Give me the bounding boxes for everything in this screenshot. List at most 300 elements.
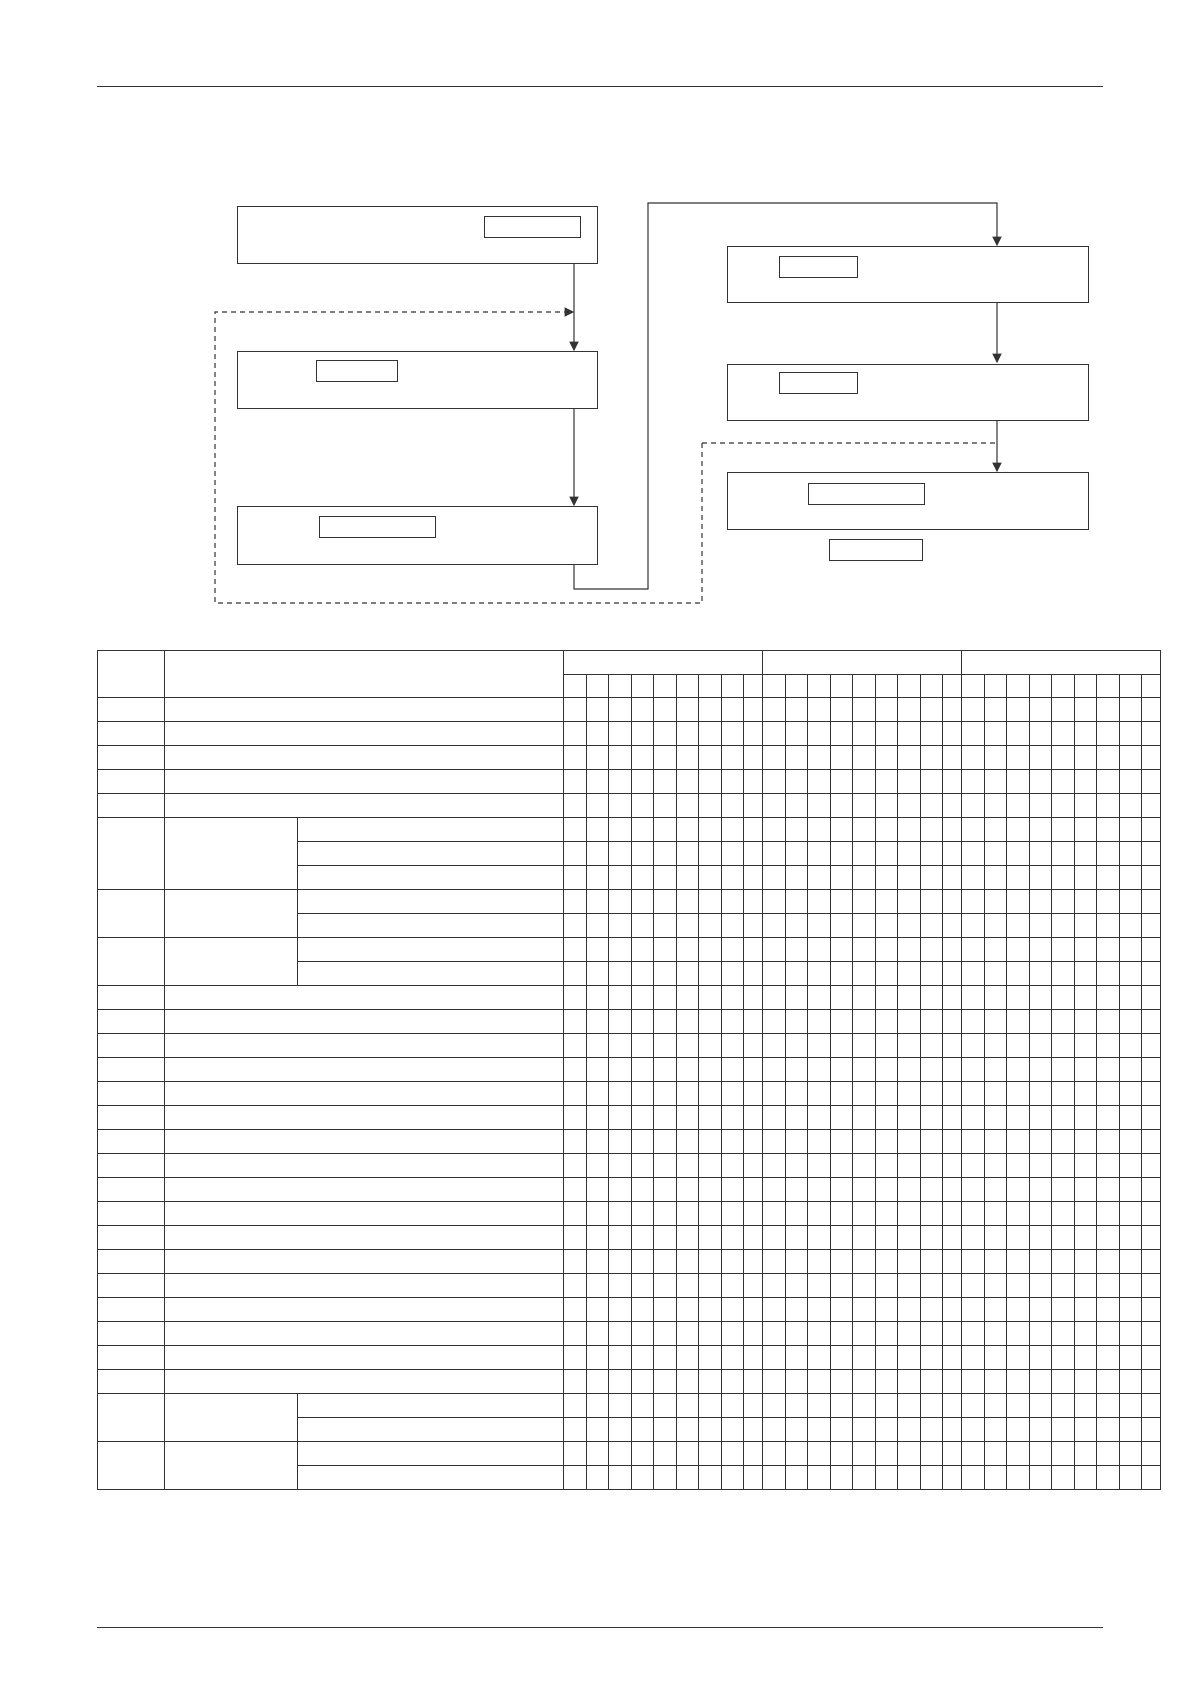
check-cell [654, 842, 677, 866]
check-cell [984, 890, 1007, 914]
check-cell [609, 1370, 632, 1394]
check-cell [1119, 1106, 1142, 1130]
check-cell [1119, 1442, 1142, 1466]
check-cell [1052, 1010, 1075, 1034]
check-cell [654, 746, 677, 770]
check-cell [1029, 1082, 1052, 1106]
check-cell [830, 986, 853, 1010]
check-cell [1074, 1010, 1097, 1034]
check-cell [808, 1418, 831, 1442]
check-cell [676, 818, 699, 842]
check-cell [875, 1202, 898, 1226]
check-cell [943, 962, 962, 986]
check-cell [898, 1298, 921, 1322]
check-cell [785, 866, 808, 890]
check-cell [1007, 1058, 1030, 1082]
check-cell [586, 746, 609, 770]
subheader-cell [676, 675, 699, 698]
table-row [98, 770, 1161, 794]
check-cell [1097, 1226, 1120, 1250]
flow-field-step-2 [316, 360, 398, 382]
check-cell [1097, 1178, 1120, 1202]
check-cell [984, 1058, 1007, 1082]
footer-rule [97, 1627, 1103, 1628]
check-cell [744, 1322, 763, 1346]
check-cell [744, 1106, 763, 1130]
check-cell [984, 1154, 1007, 1178]
check-cell [721, 1298, 744, 1322]
check-cell [920, 1370, 943, 1394]
check-cell [1007, 1010, 1030, 1034]
check-cell [962, 1034, 985, 1058]
check-cell [654, 962, 677, 986]
flow-field-step-1 [484, 216, 581, 238]
check-cell [962, 746, 985, 770]
check-cell [1142, 1250, 1161, 1274]
check-cell [875, 1082, 898, 1106]
check-cell [676, 1250, 699, 1274]
check-cell [875, 890, 898, 914]
check-cell [1119, 1058, 1142, 1082]
check-cell [631, 1346, 654, 1370]
check-cell [1029, 1154, 1052, 1178]
check-cell [1119, 938, 1142, 962]
check-cell [1074, 794, 1097, 818]
check-cell [962, 1418, 985, 1442]
check-cell [984, 986, 1007, 1010]
check-cell [920, 1178, 943, 1202]
check-cell [586, 986, 609, 1010]
check-cell [1074, 770, 1097, 794]
check-cell [943, 1082, 962, 1106]
check-cell [1029, 1298, 1052, 1322]
cell-no [98, 1274, 165, 1298]
subheader-cell [609, 675, 632, 698]
check-cell [962, 914, 985, 938]
check-cell [830, 866, 853, 890]
check-cell [785, 1442, 808, 1466]
check-cell [962, 866, 985, 890]
check-cell [631, 1034, 654, 1058]
check-cell [875, 1274, 898, 1298]
check-cell [721, 1202, 744, 1226]
check-cell [898, 1082, 921, 1106]
subheader-cell [1052, 675, 1075, 698]
check-cell [1074, 698, 1097, 722]
check-cell [763, 1346, 786, 1370]
check-cell [564, 1418, 587, 1442]
check-cell [721, 962, 744, 986]
cell-item [165, 890, 298, 938]
check-cell [699, 1394, 722, 1418]
check-cell [962, 722, 985, 746]
check-cell [943, 1322, 962, 1346]
check-cell [1052, 1130, 1075, 1154]
subheader-cell [785, 675, 808, 698]
check-cell [830, 1250, 853, 1274]
check-cell [1052, 1418, 1075, 1442]
check-cell [609, 1082, 632, 1106]
cell-item [165, 1394, 298, 1442]
check-cell [875, 866, 898, 890]
table-row [98, 1106, 1161, 1130]
check-cell [1097, 842, 1120, 866]
check-cell [962, 818, 985, 842]
check-cell [1119, 1202, 1142, 1226]
check-cell [631, 842, 654, 866]
cell-item [165, 1154, 564, 1178]
check-cell [875, 1226, 898, 1250]
cell-no [98, 722, 165, 746]
check-cell [962, 698, 985, 722]
check-cell [920, 986, 943, 1010]
check-cell [1142, 1346, 1161, 1370]
flow-field-step-4 [779, 256, 858, 278]
check-cell [898, 890, 921, 914]
check-cell [898, 794, 921, 818]
check-cell [920, 1154, 943, 1178]
check-cell [609, 1010, 632, 1034]
check-cell [984, 1418, 1007, 1442]
cell-item [165, 770, 564, 794]
check-cell [984, 1034, 1007, 1058]
check-cell [631, 866, 654, 890]
check-cell [1007, 794, 1030, 818]
check-cell [586, 1418, 609, 1442]
check-cell [875, 770, 898, 794]
check-cell [962, 1442, 985, 1466]
check-cell [943, 1298, 962, 1322]
cell-subitem [298, 1418, 564, 1442]
check-cell [744, 914, 763, 938]
check-cell [898, 1034, 921, 1058]
check-cell [699, 1298, 722, 1322]
cell-item [165, 1106, 564, 1130]
table-row [98, 1130, 1161, 1154]
check-cell [564, 1346, 587, 1370]
check-cell [763, 1250, 786, 1274]
check-cell [830, 1346, 853, 1370]
check-cell [564, 1394, 587, 1418]
check-cell [1097, 1154, 1120, 1178]
check-cell [586, 938, 609, 962]
check-cell [763, 1130, 786, 1154]
check-cell [654, 1058, 677, 1082]
check-cell [564, 938, 587, 962]
check-cell [962, 986, 985, 1010]
check-cell [763, 1082, 786, 1106]
check-cell [984, 1370, 1007, 1394]
check-cell [808, 698, 831, 722]
check-cell [1052, 866, 1075, 890]
check-cell [1119, 818, 1142, 842]
check-cell [875, 722, 898, 746]
check-cell [1142, 1466, 1161, 1490]
check-cell [984, 1226, 1007, 1250]
check-cell [1142, 986, 1161, 1010]
check-cell [1074, 986, 1097, 1010]
check-cell [609, 914, 632, 938]
check-cell [920, 1346, 943, 1370]
check-cell [962, 1178, 985, 1202]
check-cell [808, 1058, 831, 1082]
check-cell [763, 698, 786, 722]
check-cell [654, 1274, 677, 1298]
check-cell [808, 842, 831, 866]
cell-item [165, 1442, 298, 1490]
check-cell [654, 986, 677, 1010]
check-cell [744, 890, 763, 914]
check-cell [853, 1058, 876, 1082]
check-cell [962, 1370, 985, 1394]
cell-subitem [298, 914, 564, 938]
check-cell [1074, 1130, 1097, 1154]
cell-item [165, 1322, 564, 1346]
check-cell [1119, 698, 1142, 722]
cell-subitem [298, 866, 564, 890]
subheader-cell [699, 675, 722, 698]
check-cell [721, 698, 744, 722]
check-cell [920, 1058, 943, 1082]
check-cell [699, 1178, 722, 1202]
cell-item [165, 1346, 564, 1370]
check-cell [943, 1250, 962, 1274]
check-cell [744, 986, 763, 1010]
table-row [98, 1058, 1161, 1082]
cell-no [98, 1130, 165, 1154]
check-cell [1029, 986, 1052, 1010]
check-cell [853, 746, 876, 770]
check-cell [1074, 1202, 1097, 1226]
check-cell [853, 1178, 876, 1202]
check-cell [943, 1034, 962, 1058]
check-cell [1074, 1034, 1097, 1058]
check-cell [763, 962, 786, 986]
check-cell [1052, 746, 1075, 770]
check-cell [631, 722, 654, 746]
check-cell [1029, 1346, 1052, 1370]
check-cell [1007, 770, 1030, 794]
check-cell [1052, 842, 1075, 866]
check-cell [853, 1010, 876, 1034]
check-cell [1097, 890, 1120, 914]
check-cell [1119, 1178, 1142, 1202]
check-cell [898, 1178, 921, 1202]
check-cell [609, 1226, 632, 1250]
check-cell [943, 914, 962, 938]
check-cell [808, 746, 831, 770]
check-cell [609, 1202, 632, 1226]
check-cell [808, 1154, 831, 1178]
check-cell [699, 1274, 722, 1298]
check-cell [1029, 770, 1052, 794]
check-cell [586, 698, 609, 722]
check-cell [830, 1322, 853, 1346]
check-cell [943, 1226, 962, 1250]
cell-no [98, 1058, 165, 1082]
check-cell [586, 1250, 609, 1274]
check-cell [564, 866, 587, 890]
check-cell [943, 866, 962, 890]
check-cell [744, 1226, 763, 1250]
check-cell [984, 770, 1007, 794]
check-cell [609, 1154, 632, 1178]
check-cell [920, 938, 943, 962]
check-cell [875, 1130, 898, 1154]
check-cell [564, 1202, 587, 1226]
check-cell [962, 1322, 985, 1346]
check-cell [676, 1082, 699, 1106]
table-row [98, 1226, 1161, 1250]
check-cell [875, 842, 898, 866]
check-cell [654, 1322, 677, 1346]
check-cell [785, 722, 808, 746]
check-cell [1119, 1154, 1142, 1178]
check-cell [1074, 1106, 1097, 1130]
check-cell [943, 1442, 962, 1466]
check-cell [1119, 1250, 1142, 1274]
check-cell [1007, 986, 1030, 1010]
subheader-cell [898, 675, 921, 698]
check-cell [875, 794, 898, 818]
check-cell [1097, 1442, 1120, 1466]
check-cell [898, 1106, 921, 1130]
check-cell [744, 746, 763, 770]
check-cell [564, 722, 587, 746]
check-cell [920, 746, 943, 770]
check-cell [763, 1322, 786, 1346]
cell-subitem [298, 1466, 564, 1490]
check-cell [1052, 1226, 1075, 1250]
check-cell [564, 1226, 587, 1250]
check-cell [744, 1442, 763, 1466]
check-cell [1029, 1034, 1052, 1058]
check-cell [763, 986, 786, 1010]
check-cell [1029, 962, 1052, 986]
check-cell [699, 1322, 722, 1346]
check-cell [744, 1082, 763, 1106]
check-cell [1097, 1418, 1120, 1442]
check-cell [808, 1226, 831, 1250]
flow-box-step-5 [727, 364, 1089, 421]
table-row [98, 794, 1161, 818]
check-cell [962, 1010, 985, 1034]
check-cell [943, 890, 962, 914]
check-cell [808, 1106, 831, 1130]
check-cell [744, 1178, 763, 1202]
check-cell [586, 1082, 609, 1106]
check-cell [984, 938, 1007, 962]
check-cell [1142, 962, 1161, 986]
check-cell [1142, 1106, 1161, 1130]
check-cell [1029, 938, 1052, 962]
check-cell [744, 794, 763, 818]
check-cell [564, 1034, 587, 1058]
check-cell [830, 1130, 853, 1154]
check-cell [699, 1370, 722, 1394]
check-cell [830, 1082, 853, 1106]
header-item [165, 651, 564, 698]
check-cell [943, 1394, 962, 1418]
check-cell [808, 1442, 831, 1466]
header-group-3 [962, 651, 1161, 675]
check-cell [943, 1274, 962, 1298]
check-cell [920, 890, 943, 914]
subheader-cell [1097, 675, 1120, 698]
cell-no [98, 818, 165, 890]
check-cell [943, 938, 962, 962]
check-cell [699, 1466, 722, 1490]
check-cell [808, 1202, 831, 1226]
check-cell [763, 1010, 786, 1034]
check-cell [1097, 698, 1120, 722]
check-cell [676, 1298, 699, 1322]
check-cell [785, 1298, 808, 1322]
check-cell [763, 1106, 786, 1130]
table-row [98, 1274, 1161, 1298]
check-cell [1142, 1058, 1161, 1082]
check-cell [676, 1010, 699, 1034]
check-cell [1074, 1178, 1097, 1202]
check-cell [586, 1106, 609, 1130]
check-cell [1097, 1394, 1120, 1418]
check-cell [920, 1250, 943, 1274]
check-cell [1097, 1058, 1120, 1082]
check-cell [631, 770, 654, 794]
check-cell [1119, 1322, 1142, 1346]
check-cell [875, 986, 898, 1010]
check-cell [943, 1418, 962, 1442]
check-cell [1142, 1154, 1161, 1178]
check-cell [830, 1226, 853, 1250]
check-cell [609, 722, 632, 746]
check-cell [898, 1418, 921, 1442]
check-cell [1074, 1442, 1097, 1466]
flow-field-step-3 [319, 516, 436, 538]
check-cell [875, 1010, 898, 1034]
check-cell [830, 794, 853, 818]
check-cell [830, 1466, 853, 1490]
table-row [98, 1154, 1161, 1178]
check-cell [654, 1082, 677, 1106]
check-cell [785, 986, 808, 1010]
check-cell [984, 962, 1007, 986]
check-cell [744, 1274, 763, 1298]
table-row [98, 938, 1161, 962]
check-cell [785, 938, 808, 962]
check-cell [785, 1322, 808, 1346]
check-cell [631, 1154, 654, 1178]
check-cell [1142, 1370, 1161, 1394]
check-cell [609, 1466, 632, 1490]
cell-item [165, 1370, 564, 1394]
check-cell [984, 698, 1007, 722]
header-no [98, 651, 165, 698]
check-cell [1074, 962, 1097, 986]
check-cell [564, 1250, 587, 1274]
check-cell [830, 1370, 853, 1394]
cell-no [98, 1226, 165, 1250]
check-cell [1142, 818, 1161, 842]
check-cell [1007, 890, 1030, 914]
check-cell [1074, 818, 1097, 842]
flow-box-step-1 [237, 206, 598, 264]
table-row [98, 1442, 1161, 1466]
check-cell [898, 1154, 921, 1178]
check-cell [853, 722, 876, 746]
check-cell [1029, 1010, 1052, 1034]
check-cell [564, 1082, 587, 1106]
